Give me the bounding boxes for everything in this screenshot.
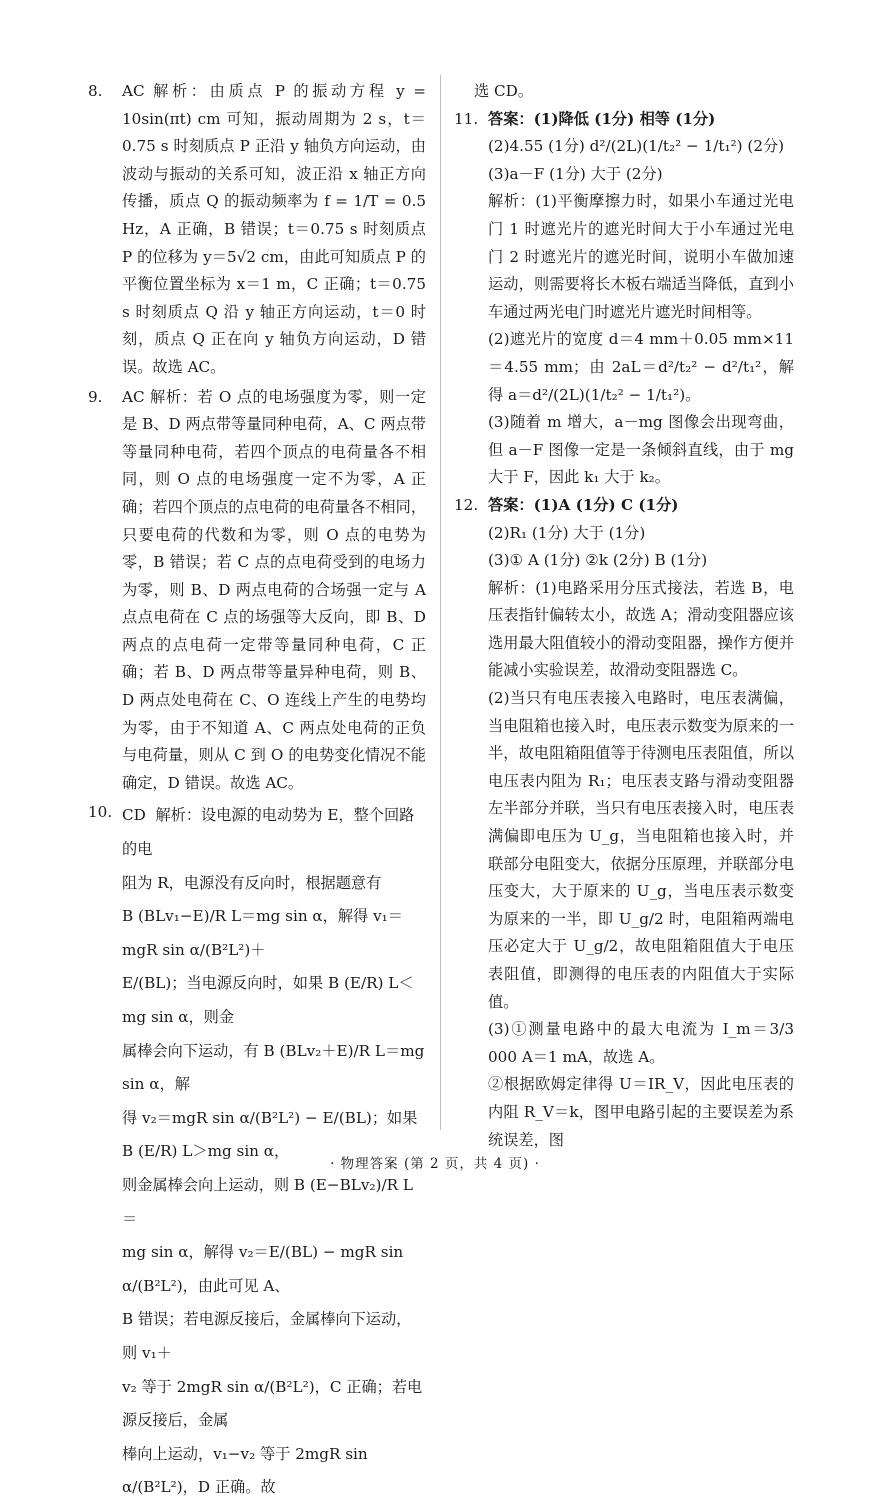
text-line: mg sin α，解得 v₂＝E/(BL) − mgR sin α/(B²L²)，由此可见 A、 [122,1243,409,1295]
right-column [454,78,794,1154]
text-line: B 错误；若电源反接后，金属棒向下运动，则 v₁＋ [122,1310,412,1362]
item-number: 10. [88,803,113,822]
answer-continuation: 选 CD。 [474,82,533,100]
item-number: 12. [454,495,479,514]
item-number: 11. [454,109,479,128]
column-divider [440,75,441,1130]
answer-key-line: (3)① A (1分) ②k (2分) B (1分) [488,551,708,570]
text-line: 则金属棒会向上运动，则 B (E−BLv₂)/R L＝ [122,1175,413,1228]
text-line: 得 v₂＝mgR sin α/(B²L²) − E/(BL)；如果 B (E/R) L＞mg sin α， [122,1108,423,1161]
answer-text: AC 解析：若 O 点的电场强度为零，则一定是 B、D 两点带等量同种电荷，A、C 两点带等量同种电荷，若四个顶点的电荷量各不相同，则 O 点的电场强度一定不为零，A 正确；若四个顶点的点电荷的电荷量各不相同，只要电荷的代数和为零，则 O 点的电势为零，B 错误；若 C 点的点电荷受到的电场力为零，则 B、D 两点电荷的合场强一定与 A 点点电荷在 C 点的场强等大反向，即 B、D 两点的点电荷一定带等量同种电荷，C 正确；若 B、D 两点带等量异种电荷，则 B、D 两点处电荷在 C、O 连线上产生的电势均为零，由于不知道 A、C 两点处电荷的正负与电荷量，则从 C 到 O 的电势变化情况不能确定，D 错误。故选 AC。 [122,387,426,792]
answer-item-11 [454,106,794,492]
text-line: 阻为 R，电源没有反向时，根据题意有 [122,873,382,892]
text-line: B (BLv₁−E)/R L＝mg sin α，解得 v₁＝mgR sin α/(B²L²)＋ [122,907,403,959]
explanation: (3)①测量电路中的最大电流为 I_m＝3/3 000 A＝1 mA，故选 A。 [488,1020,794,1066]
answer-key: 答案：(1)A (1分) C (1分) [488,495,679,514]
answer-item-9 [88,384,426,798]
page-footer: · 物理答案 (第 2 页，共 4 页) · [330,1156,540,1172]
explanation: 解析：(1)电路采用分压式接法，若选 B，电压表指针偏转太小，故选 A；滑动变阻器应该选用最大阻值较小的滑动变阻器，操作方便并能减小实验误差，故滑动变阻器选 C。 [488,578,794,680]
explanation: (2)当只有电压表接入电路时，电压表满偏，当电阻箱也接入时，电压表示数变为原来的一半，故电阻箱阻值等于待测电压表阻值，所以电压表内阻为 R₁；电压表支路与滑动变阻器左半部分并联，当只有电压表接入时，电压表满偏即电压为 U_g，当电阻箱也接入时，并联部分电阻变大，依据分压原理，并联部分电压变大，大于原来的 U_g，当电压表示数变为原来的一半，即 U_g/2 时，电阻箱两端电压必定大于 U_g/2，故电阻箱阻值大于电压表阻值，即测得的电压表的内阻值大于实际值。 [488,689,794,1011]
text-line: v₂ 等于 2mgR sin α/(B²L²)，C 正确；若电源反接后，金属 [122,1377,423,1430]
answer-key-line: (3)a－F (1分) 大于 (2分) [488,164,663,183]
left-column [88,78,430,1505]
text-line: E/(BL)；当电源反向时，如果 B (E/R) L＜mg sin α，则金 [122,974,414,1026]
explanation: ②根据欧姆定律得 U＝IR_V，因此电压表的内阻 R_V＝k，图甲电路引起的主要误差为系统误差，图 [488,1075,794,1149]
answer-key: 答案：(1)降低 (1分) 相等 (1分) [488,109,716,128]
answer-key-line: (2)4.55 (1分) d²/(2L)(1/t₂² − 1/t₁²) (2分) [488,137,785,156]
text-line: 属棒会向下运动，有 B (BLv₂＋E)/R L＝mg sin α，解 [122,1041,430,1094]
item-number: 8. [88,82,103,100]
explanation: (2)遮光片的宽度 d＝4 mm＋0.05 mm×11＝4.55 mm；由 2aL＝d²/t₂² − d²/t₁²，解得 a＝d²/(2L)(1/t₂² − 1/t₁²)。 [488,330,794,404]
answer-item-8 [88,78,426,382]
explanation: (3)随着 m 增大，a－mg 图像会出现弯曲，但 a－F 图像一定是一条倾斜直线，由于 mg 大于 F，因此 k₁ 大于 k₂。 [488,413,794,487]
answer-key-line: (2)R₁ (1分) 大于 (1分) [488,523,646,542]
item-number: 9. [88,387,103,406]
text-line: CD 解析：设电源的电动势为 E，整个回路的电 [122,806,415,859]
answer-item-12 [454,492,794,1154]
text-line: 棒向上运动，v₁−v₂ 等于 2mgR sin α/(B²L²)，D 正确。故 [122,1444,373,1497]
explanation: 解析：(1)平衡摩擦力时，如果小车通过光电门 1 时遮光片的遮光时间大于小车通过光电门 2 时遮光片的遮光时间，说明小车做加速运动，则需要将长木板右端适当降低，直到小车通过两光电门时遮光片遮光时间相等。 [488,192,794,321]
answer-text: AC 解析：由质点 P 的振动方程 y = 10sin(πt) cm 可知，振动周期为 2 s，t＝0.75 s 时刻质点 P 正沿 y 轴负方向运动，由波动与振动的关系可知，波正沿 x 轴正方向传播，质点 Q 的振动频率为 f = 1/T = 0.5 Hz，A 正确，B 错误；t＝0.75 s 时刻质点 P 的位移为 y＝5√2 cm，由此可知质点 P 的平衡位置坐标为 x＝1 m，C 正确；t＝0.75 s 时刻质点 Q 沿 y 轴正方向运动，t＝0 时刻，质点 Q 正在向 y 轴负方向运动，D 错误。故选 AC。 [122,82,426,376]
